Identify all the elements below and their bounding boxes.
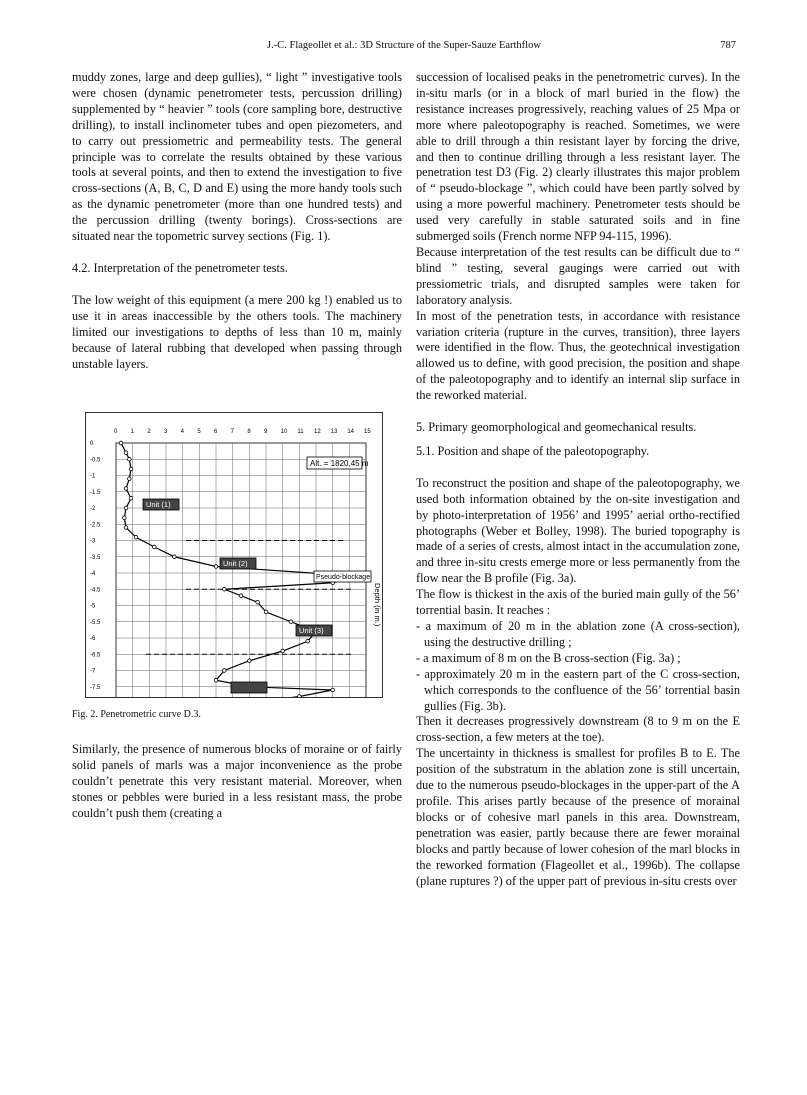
curve-point (173, 555, 177, 559)
paragraph: The low weight of this equipment (a mere 200 kg !) enabled us to use it in areas inaccessible by the others tools. The machinery limited our investigations to depths of less than 10 m, mainly because of lateral rubbing that developed when passing through unstable layers. (72, 292, 402, 371)
curve-point (298, 695, 302, 697)
curve-point (256, 600, 260, 604)
running-title: J.-C. Flageollet et al.: 3D Structure of the Super-Sauze Earthflow (267, 40, 541, 51)
figure-caption: Fig. 2. Penetrometric curve D.3. (72, 709, 201, 720)
x-tick-label: 8 (247, 429, 251, 435)
y-tick-label: -2 (90, 506, 96, 512)
penetrometer-figure (85, 412, 383, 698)
curve-point (223, 669, 227, 673)
curve-point (306, 639, 310, 643)
penetrometer-curve (121, 443, 359, 697)
y-tick-label: -1.5 (90, 489, 101, 496)
y-tick-label: -2.5 (90, 522, 101, 529)
curve-point (124, 487, 128, 491)
y-tick-label: -7 (90, 668, 96, 675)
x-tick-label: 9 (264, 429, 268, 435)
x-tick-label: 4 (180, 429, 185, 435)
x-tick-label: 13 (330, 429, 338, 435)
x-tick-label: 15 (364, 429, 371, 435)
x-tick-label: 1 (130, 429, 135, 435)
list-item: - approximately 20 m in the eastern part of the C cross-section, which corresponds to the confluence of the 56’ torrential basin gullies (Fig. 3b). (416, 666, 740, 713)
plot-frame (116, 443, 366, 697)
curve-point (129, 467, 133, 471)
x-tick-label: 3 (164, 429, 168, 435)
curve-point (128, 457, 132, 461)
paragraph: muddy zones, large and deep gullies), “ light ” investigative tools were chosen (dynamic penetrometer tests, percussion drilling) supplemented by “ heavier ” tools (core sampling bore, destructive drilling), to install inclinometer tubes and open piezometers, and to carry out pressiometric and permeability tests. The general principle was to correlate the results obtained by these various tools at several points, and then to extend the investigation to five cross-sections (A, B, C, D and E) using the more handy tools such as the dynamic penetrometer (more than one hundred tests) and the percussion drilling (twenty borings). Cross-sections are situated near the topometric survey sections (Fig. 1). (72, 70, 402, 244)
altitude-label: Alt. = 1820,45 m (310, 459, 369, 468)
y-tick-label: -4.5 (90, 587, 101, 594)
y-tick-label: -3.5 (90, 554, 101, 561)
curve-point (134, 535, 138, 539)
y-axis-label: Depth (in m.) (373, 583, 382, 627)
y-tick-label: -0.5 (90, 457, 101, 464)
curve-point (289, 620, 293, 624)
left-column (72, 70, 402, 372)
y-tick-label: -4 (90, 571, 96, 577)
y-tick-label: -5 (90, 603, 96, 610)
curve-point (124, 526, 128, 530)
paragraph: The uncertainty in thickness is smallest for profiles B to E. The position of the substratum in the ablation zone is still uncertain, due to the numerous pseudo-blockages in the upper-part of the A profile. This arises partly because of the presence of morainal blocks or of cohesive marl panels in this area. Downstream, penetration was easier, partly because there are fewer morainal blocks and partly because of lower cohesion of the marl blocks in the reworked formation (Flageollet et al., 1996b). The collapse (plane ruptures ?) of the upper part of previous in-situ crests over (416, 746, 740, 888)
y-tick-label: -6.5 (90, 652, 101, 659)
page-number: 787 (720, 40, 736, 51)
curve-point (331, 688, 335, 692)
unit-1-label: Unit (1) (146, 500, 171, 509)
x-tick-label: 10 (280, 429, 288, 435)
curve-point (124, 506, 128, 510)
subsection-heading: 5.1. Position and shape of the paleotopography. (416, 443, 650, 458)
y-tick-label: -3 (90, 538, 96, 545)
x-tick-label: 0 (114, 429, 118, 435)
paragraph: To reconstruct the position and shape of the paleotopography, we used both information obtained by the on-site investigation and by photo-interpretation of 1956’ and 1995’ aerial ortho-rectified photographs (Weber et Bolley, 1998). The buried topography is made of a series of crests, almost intact in the accumulation zone, and three in-situ crests emerge more or less permanently from the flow near the B profile (Fig. 3a). (416, 475, 740, 586)
unit-2-label: Unit (2) (223, 559, 248, 568)
page-header (72, 40, 736, 56)
curve-point (119, 441, 123, 445)
paragraph: Similarly, the presence of numerous blocks of moraine or of fairly solid panels of marls was a major inconvenience as the probe couldn’t penetrate this very resistant material. Moreover, when stones or pebbles were buried in a less resistant mass, the probe couldn’t push them (creating a (72, 742, 402, 820)
curve-point (214, 565, 218, 569)
x-tick-label: 5 (197, 429, 201, 435)
curve-point (223, 587, 227, 591)
y-tick-label: -6 (90, 636, 96, 642)
left-column-continued (72, 742, 402, 822)
paragraph: Then it decreases progressively downstream (8 to 9 m on the E cross-section, a few meters at the toe). (416, 714, 740, 745)
list-item: - a maximum of 20 m in the ablation zone (A cross-section), using the destructive drilling ; (416, 619, 740, 649)
section-heading: 5. Primary geomorphological and geomechanical results. (416, 420, 697, 435)
curve-point (214, 678, 218, 682)
penetrometer-chart (86, 413, 382, 697)
x-tick-label: 14 (347, 429, 355, 435)
list-item: - a maximum of 8 m on the B cross-section (Fig. 3a) ; (416, 650, 681, 665)
curve-point (239, 594, 243, 598)
curve-point (129, 496, 133, 500)
curve-point (248, 659, 252, 663)
x-tick-label: 6 (214, 429, 218, 435)
curve-point (128, 477, 132, 481)
curve-point (123, 516, 127, 520)
y-tick-label: -5.5 (90, 619, 101, 626)
paragraph: succession of localised peaks in the penetrometric curves). In the in-situ marls (or in a block of marl buried in the flow) the resistance increases progressively, reaching values of 25 Mpa or more where paleotopography is reached. Sometimes, we were able to drill through a thin resistant layer by forcing the drive, and then to continue drilling through a less resistant layer. The penetration test D3 (Fig. 2) clearly illustrates this major problem of “ pseudo-blockage ”, which could have been partly solved by using a more powerful machinery. Penetrometer tests should be used very carefully in stable saturated soils and in fine submerged soils (French norme NFP 94-115, 1996). (416, 70, 740, 244)
x-tick-label: 7 (230, 429, 235, 435)
section-heading: 4.2. Interpretation of the penetrometer tests. (72, 260, 288, 275)
curve-point (281, 649, 285, 653)
paragraph: Because interpretation of the test results can be difficult due to “ blind ” testing, several gaugings were carried out with pressiometric trials, and disrupted samples were taken for laboratory analysis. (416, 244, 740, 307)
x-tick-label: 11 (297, 429, 304, 435)
curve-point (264, 610, 268, 614)
y-tick-label: 0 (90, 441, 94, 447)
curve-point (153, 545, 157, 549)
y-tick-label: -7.5 (90, 684, 101, 691)
curve-point (124, 451, 128, 455)
paragraph: The flow is thickest in the axis of the buried main gully of the 56’ torrential basin. It reaches : (416, 587, 740, 618)
unit-3-label: Unit (3) (299, 626, 324, 635)
paragraph: In most of the penetration tests, in accordance with resistance variation criteria (rupture in the curves, transition), three layers were identified in the flow. Thus, the geotechnical investigation allowed us to define, with good precision, the position and shape of the paleotopography and to identify an internal slip surface in the reworked material. (416, 308, 740, 403)
x-tick-label: 2 (147, 429, 151, 435)
y-tick-label: -1 (90, 473, 96, 480)
x-tick-label: 12 (314, 429, 321, 435)
right-column (416, 70, 740, 889)
pseudo-blockage-label-1: Pseudo-blockage (316, 574, 371, 581)
